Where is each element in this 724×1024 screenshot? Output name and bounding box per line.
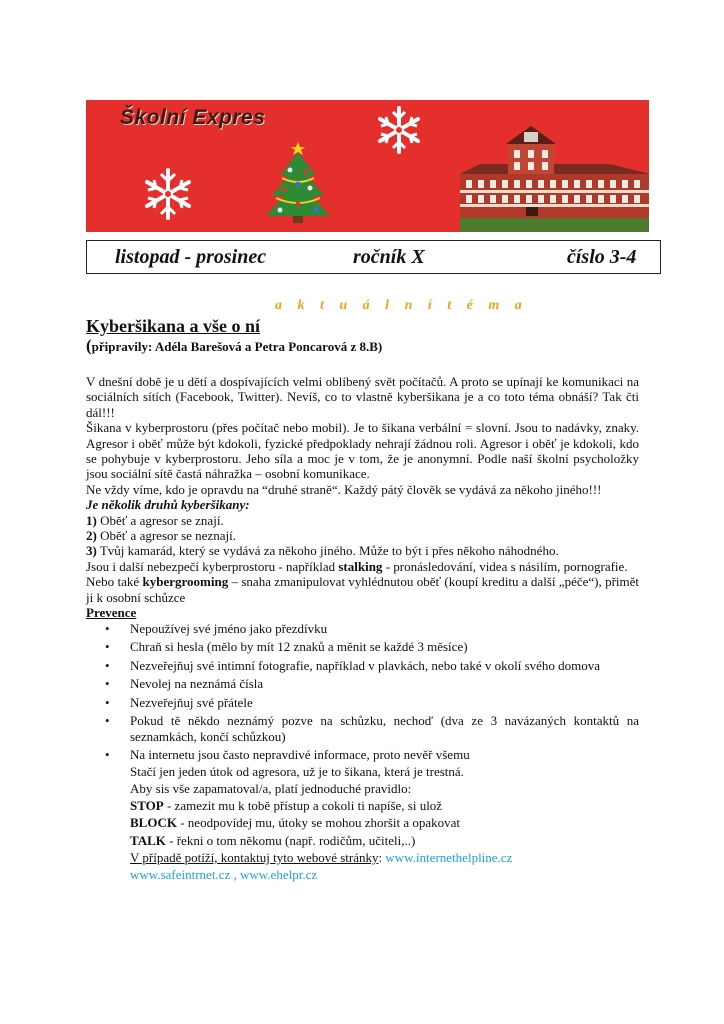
type-item: 3) Tvůj kamarád, který se vydává za někoho jiného. Může to být i přes někoho náhodného. xyxy=(86,543,559,559)
bullet-icon: • xyxy=(105,747,110,763)
rule-block: BLOCK - neodpovídej mu, útoky se mohou zhoršit a opakovat xyxy=(130,815,461,831)
article-body xyxy=(86,374,639,883)
link-safeinternet[interactable]: www.safeintrnet.cz xyxy=(130,867,231,883)
bullet-icon: • xyxy=(105,639,110,655)
list-item: • Na internetu jsou často nepravdivé informace, proto nevěř všemu xyxy=(105,747,470,763)
masthead-banner xyxy=(86,100,649,232)
list-item: • Nevolej na neznámá čísla xyxy=(105,676,264,692)
contact-links: www.safeintrnet.cz , www.ehelpr.cz xyxy=(130,867,318,883)
issue-volume: ročník X xyxy=(353,246,425,268)
extra-notes xyxy=(86,763,639,883)
section-tag: a k t u á l n í t é m a xyxy=(275,298,528,313)
byline-paren: ( xyxy=(86,336,92,355)
snowflake-icon xyxy=(138,166,198,222)
paragraph-definition: Šikana v kyberprostoru (přes počítač nebo mobil). Je to šikana verbální = slovní. Jsou to nadávky, znaky. Agresor i oběť může být kdokoli, fyzické předpoklady nehrají žádnou roli. Agresor i oběť je kdokoli, kdo se pohybuje v kyberprostoru. Jeho síla a moc je v tom, že je anonymní. Podle naší školní psycholožky jsou sociální sítě častá náhražka – osobní komunikace. xyxy=(86,420,639,482)
bullet-icon: • xyxy=(105,694,110,710)
byline-text: připravily: Adéla Barešová a Petra Poncarová z 8.B) xyxy=(91,339,383,354)
rule-talk: TALK - řekni o tom někomu (např. rodičům, učiteli,..) xyxy=(130,832,416,848)
school-building-image xyxy=(460,118,649,232)
paragraph-grooming: Nebo také kybergrooming – snaha zmanipulovat vyhlédnutou oběť (koupí kreditu a další „péče“), přimět ji k osobní schůzce xyxy=(86,574,640,605)
article-headline: Kyberšikana a vše o ní xyxy=(86,316,261,336)
bullet-icon: • xyxy=(105,676,110,692)
prevention-heading: Prevence xyxy=(86,605,137,621)
article-byline xyxy=(86,336,382,356)
paragraph-stalking: Jsou i další nebezpečí kyberprostoru - například stalking - pronásledování, videa s násilím, pornografie. xyxy=(86,558,628,574)
type-item: 2) Oběť a agresor se neznají. xyxy=(86,528,236,544)
bullet-icon: • xyxy=(105,620,110,636)
bullet-icon: • xyxy=(105,713,110,729)
paragraph-other-side: Ne vždy víme, kdo je opravdu na “druhé straně“. Každý pátý člověk se vydává za někoho jiného!!! xyxy=(86,481,602,497)
list-item: • Nepoužívej své jméno jako přezdívku xyxy=(105,620,328,636)
issue-months: listopad - prosinec xyxy=(115,246,267,268)
contact-label: V případě potíží, kontaktuj tyto webové stránky xyxy=(130,849,379,865)
issue-info-bar xyxy=(86,240,661,274)
prevention-list xyxy=(86,621,639,763)
rule-stop: STOP - zamezit mu k tobě přístup a cokoli ti napíše, si ulož xyxy=(130,798,443,814)
snowflake-icon xyxy=(371,104,427,156)
masthead-title: Školní Expres xyxy=(120,106,266,129)
note-line: Aby sis vše zapamatoval/a, platí jednoduché pravidlo: xyxy=(130,781,412,797)
list-item: • Nezveřejňuj své intimní fotografie, například v plavkách, nebo také v okolí svého domova xyxy=(105,657,601,673)
paragraph-intro: V dnešní době je u dětí a dospívajících velmi oblíbený svět počítačů. A proto se upínají ke komunikaci na sociálních sítích (Facebook, Twitter). Nevíš, co to vlastně kyberšikana je a co toto téma obnáší? Tak čti dál!!! xyxy=(86,374,639,420)
list-item: • Chraň si hesla (mělo by mít 12 znaků a měnit se každé 3 měsíce) xyxy=(105,639,468,655)
types-heading: Je několik druhů kyberšikany: xyxy=(86,497,250,513)
christmas-tree-icon xyxy=(262,138,334,224)
list-item: • Pokud tě někdo neznámý pozve na schůzku, nechoď (dva ze 3 navázaných kontaktů na seznamkách, končí schůzkou) xyxy=(105,713,639,744)
bullet-icon: • xyxy=(105,657,110,673)
note-line: Stačí jen jeden útok od agresora, už je to šikana, která je trestná. xyxy=(130,763,464,779)
contact-line: V případě potíží, kontaktuj tyto webové stránky: www.internethelpline.cz xyxy=(130,849,513,865)
link-internethelpline[interactable]: www.internethelpline.cz xyxy=(385,849,513,865)
list-item: • Nezveřejňuj své přátele xyxy=(105,694,253,710)
type-item: 1) Oběť a agresor se znají. xyxy=(86,512,224,528)
issue-number: číslo 3-4 xyxy=(567,246,637,268)
link-ehelpr[interactable]: www.ehelpr.cz xyxy=(239,867,318,883)
